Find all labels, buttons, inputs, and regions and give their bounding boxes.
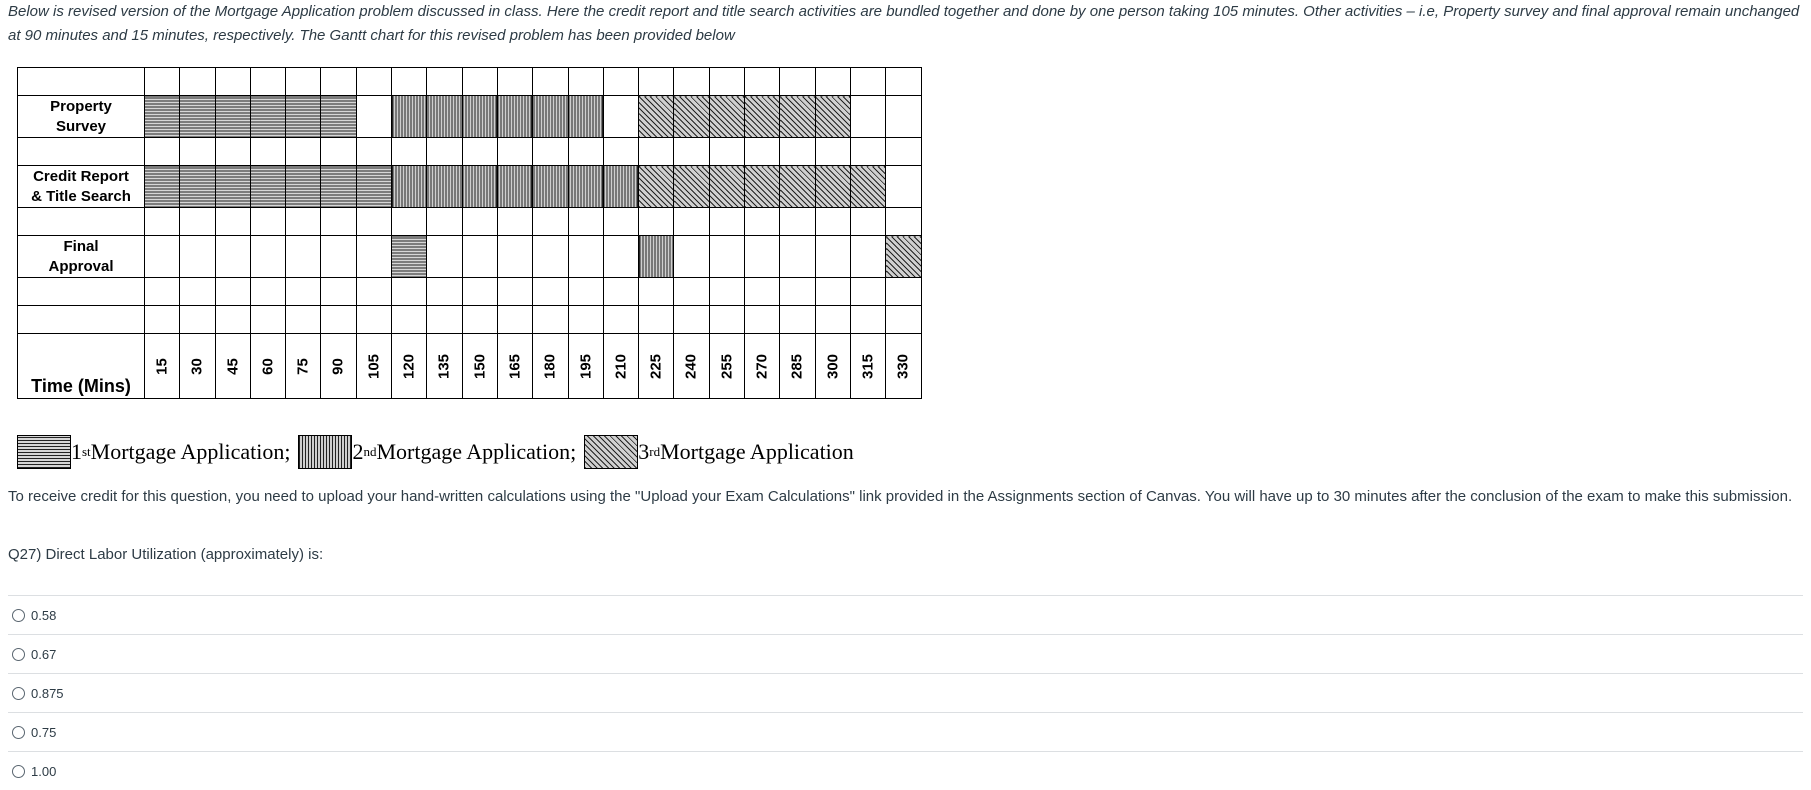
gantt-bar-segment [180,96,215,138]
gantt-bar-segment [250,166,285,208]
gantt-cell [427,236,462,278]
gantt-cell [674,306,709,334]
activity-label [18,166,145,208]
gantt-cell [356,208,391,236]
gantt-cell [286,236,321,278]
gantt-bar-segment [780,96,815,138]
radio-button[interactable] [12,726,25,739]
gantt-cell [533,138,568,166]
gantt-cell [815,208,850,236]
gantt-cell [745,306,780,334]
gantt-bar-segment [392,166,427,208]
gantt-activity-row [18,236,922,278]
x-tick-cell [427,334,462,399]
answer-label[interactable]: 0.75 [31,724,57,740]
gantt-activity-row [18,96,922,138]
gantt-cell [215,138,250,166]
gantt-cell [568,236,603,278]
gantt-cell [780,236,815,278]
x-tick-label: 165 [506,353,524,379]
gantt-cell [745,208,780,236]
gantt-cell [497,68,532,96]
gantt-cell [639,208,674,236]
activity-label-line: & Title Search [31,187,131,205]
gantt-cell [215,236,250,278]
gantt-bar-segment [145,96,180,138]
gantt-cell [497,138,532,166]
answer-options [8,595,1803,790]
gantt-cell [603,68,638,96]
answer-label[interactable]: 0.58 [31,607,57,623]
gantt-cell [886,278,921,306]
gantt-cell [815,138,850,166]
legend-label-first: Mortgage Application; [90,439,291,464]
gantt-cell [497,236,532,278]
gantt-cell [674,138,709,166]
gantt-cell [250,68,285,96]
answer-label[interactable]: 0.875 [31,685,64,701]
gantt-spacer-row [18,68,922,96]
x-tick-cell [674,334,709,399]
gantt-cell [745,278,780,306]
gantt-bar-segment [250,96,285,138]
gantt-cell [321,236,356,278]
gantt-cell [568,278,603,306]
x-tick-label: 60 [259,357,277,375]
x-tick-cell [639,334,674,399]
legend-sup-first: st [82,444,91,459]
legend-num-second: 2 [352,439,364,464]
legend-label-second: Mortgage Application; [376,439,577,464]
activity-label-line: Credit Report [33,167,129,185]
gantt-cell [886,138,921,166]
gantt-cell [815,68,850,96]
gantt-cell [780,138,815,166]
x-tick-label: 225 [647,353,665,379]
gantt-bar-segment [886,236,921,278]
gantt-cell [639,138,674,166]
x-tick-cell [392,334,427,399]
gantt-cell [286,306,321,334]
x-tick-label: 270 [753,353,771,379]
gantt-cell [356,138,391,166]
x-tick-cell [356,334,391,399]
gantt-chart [17,67,922,399]
radio-button[interactable] [12,765,25,778]
gantt-cell [533,278,568,306]
gantt-cell [250,236,285,278]
gantt-cell [709,306,744,334]
gantt-cell [603,96,638,138]
gantt-cell [18,208,145,236]
gantt-cell [568,306,603,334]
gantt-cell [321,306,356,334]
gantt-spacer-row [18,138,922,166]
x-tick-label: 45 [224,357,242,375]
gantt-cell [18,138,145,166]
x-axis-label: Time (Mins) [18,334,145,399]
gantt-cell [356,278,391,306]
gantt-bar-segment [462,96,497,138]
gantt-cell [180,278,215,306]
upload-instructions: To receive credit for this question, you need to upload your hand-written calculations using the "Upload your Exam Calculations" link provided in the Assignments section of Canvas. You will have up to 30 minutes after the conclusion of the exam to make this submission. [8,488,1793,505]
gantt-cell [145,306,180,334]
gantt-cell [180,68,215,96]
x-tick-label: 75 [294,357,312,375]
gantt-bar-segment [427,166,462,208]
gantt-cell [18,306,145,334]
x-tick-label: 300 [824,353,842,379]
legend-swatch-second [298,435,352,469]
gantt-cell [674,208,709,236]
gantt-cell [850,96,885,138]
x-tick-label: 135 [436,353,454,379]
gantt-cell [215,68,250,96]
gantt-cell [850,306,885,334]
chart-legend [17,434,854,470]
gantt-cell [321,138,356,166]
gantt-cell [145,208,180,236]
legend-num-third: 3 [638,439,650,464]
gantt-bar-segment [780,166,815,208]
x-tick-cell [533,334,568,399]
activity-label-line: Final [63,237,99,255]
gantt-time-axis [18,334,922,399]
gantt-cell [18,68,145,96]
gantt-bar-segment [568,166,603,208]
gantt-bar-segment [286,166,321,208]
gantt-cell [533,208,568,236]
gantt-cell [533,306,568,334]
gantt-cell [427,278,462,306]
gantt-cell [286,138,321,166]
gantt-bar-segment [815,166,850,208]
x-tick-cell [215,334,250,399]
x-tick-label: 210 [612,353,630,379]
gantt-cell [886,166,921,208]
gantt-cell [568,208,603,236]
activity-label [18,96,145,138]
legend-swatch-first [17,435,71,469]
gantt-cell [850,68,885,96]
gantt-bar-segment [286,96,321,138]
gantt-cell [427,138,462,166]
x-tick-label: 315 [859,353,877,379]
gantt-cell [356,236,391,278]
legend-sup-third: rd [649,444,661,459]
question-intro: Below is revised version of the Mortgage Application problem discussed in class. Here the credit report and title search activities are bundled together and done by one person taking 105 minutes. Other activities – i.e, Property survey and final approval remain unchanged at 90 minutes and 15 minutes, respectively. The Gantt chart for this revised problem has been provided below [8,3,1800,44]
x-tick-cell [497,334,532,399]
x-tick-cell [709,334,744,399]
gantt-cell [815,278,850,306]
gantt-spacer-row [18,278,922,306]
answer-label[interactable]: 0.67 [31,646,57,662]
gantt-cell [356,68,391,96]
gantt-bar-segment [639,236,674,278]
radio-button[interactable] [12,648,25,661]
x-tick-label: 30 [188,357,206,375]
gantt-cell [215,306,250,334]
gantt-cell [603,278,638,306]
gantt-cell [780,208,815,236]
gantt-cell [462,278,497,306]
gantt-cell [639,278,674,306]
gantt-bar-segment [321,96,356,138]
x-tick-cell [745,334,780,399]
gantt-bar-segment [639,96,674,138]
gantt-cell [286,68,321,96]
gantt-cell [674,278,709,306]
gantt-bar-segment [674,166,709,208]
gantt-cell [180,236,215,278]
gantt-cell [568,68,603,96]
x-tick-cell [780,334,815,399]
gantt-cell [180,208,215,236]
gantt-cell [533,236,568,278]
gantt-cell [250,306,285,334]
gantt-cell [392,138,427,166]
x-tick-label: 180 [541,353,559,379]
gantt-cell [427,306,462,334]
activity-label-line: Approval [48,257,114,275]
gantt-cell [462,68,497,96]
x-tick-cell [815,334,850,399]
gantt-cell [250,208,285,236]
x-tick-cell [321,334,356,399]
gantt-cell [709,236,744,278]
gantt-bar-segment [674,96,709,138]
gantt-cell [392,68,427,96]
gantt-cell [462,306,497,334]
gantt-bar-segment [745,96,780,138]
gantt-bar-segment [639,166,674,208]
gantt-cell [568,138,603,166]
gantt-cell [427,208,462,236]
x-tick-label: 240 [683,353,701,379]
gantt-spacer-row [18,208,922,236]
gantt-cell [850,208,885,236]
gantt-bar-segment [356,166,391,208]
gantt-cell [639,68,674,96]
gantt-bar-segment [533,166,568,208]
gantt-bar-segment [568,96,603,138]
gantt-cell [356,306,391,334]
gantt-cell [250,278,285,306]
gantt-table [17,67,922,399]
gantt-cell [709,208,744,236]
question-text: Q27) Direct Labor Utilization (approximately) is: [8,546,324,563]
gantt-cell [780,68,815,96]
gantt-cell [850,278,885,306]
gantt-cell [215,278,250,306]
gantt-cell [533,68,568,96]
gantt-cell [780,306,815,334]
gantt-cell [603,306,638,334]
gantt-cell [497,278,532,306]
gantt-cell [709,138,744,166]
gantt-cell [180,306,215,334]
gantt-cell [709,278,744,306]
activity-label-line: Survey [55,117,107,135]
x-tick-label: 285 [788,353,806,379]
gantt-cell [497,306,532,334]
gantt-bar-segment [180,166,215,208]
gantt-bar-segment [709,96,744,138]
gantt-cell [250,138,285,166]
gantt-cell [356,96,391,138]
x-tick-cell [850,334,885,399]
legend-sup-second: nd [363,444,377,459]
gantt-cell [886,208,921,236]
x-tick-label: 150 [471,353,489,379]
answer-option[interactable] [8,712,1803,751]
gantt-cell [745,138,780,166]
x-tick-label: 330 [894,353,912,379]
gantt-cell [145,138,180,166]
x-tick-label: 90 [330,357,348,375]
answer-label[interactable]: 1.00 [31,763,57,779]
gantt-cell [286,278,321,306]
gantt-cell [392,278,427,306]
legend-swatch-third [584,435,638,469]
gantt-cell [18,278,145,306]
x-tick-cell [286,334,321,399]
radio-button[interactable] [12,609,25,622]
gantt-bar-segment [392,96,427,138]
gantt-cell [815,306,850,334]
gantt-bar-segment [815,96,850,138]
gantt-cell [497,208,532,236]
gantt-bar-segment [215,96,250,138]
gantt-bar-segment [745,166,780,208]
gantt-cell [392,306,427,334]
gantt-cell [392,208,427,236]
x-tick-label: 15 [153,357,171,375]
activity-label-line: Property [50,97,112,115]
x-tick-label: 105 [365,353,383,379]
gantt-cell [850,236,885,278]
gantt-bar-segment [533,96,568,138]
x-tick-cell [180,334,215,399]
gantt-cell [603,208,638,236]
x-tick-cell [250,334,285,399]
gantt-cell [603,138,638,166]
gantt-cell [462,138,497,166]
answer-option[interactable] [8,595,1803,634]
gantt-bar-segment [215,166,250,208]
gantt-cell [674,236,709,278]
activity-label [18,236,145,278]
gantt-cell [145,68,180,96]
gantt-bar-segment [850,166,885,208]
gantt-cell [145,278,180,306]
gantt-cell [215,208,250,236]
x-tick-cell [568,334,603,399]
gantt-bar-segment [709,166,744,208]
gantt-cell [674,68,709,96]
x-tick-label: 195 [577,353,595,379]
x-tick-cell [603,334,638,399]
gantt-cell [180,138,215,166]
gantt-bar-segment [392,236,427,278]
gantt-cell [745,236,780,278]
x-tick-label: 120 [400,353,418,379]
gantt-cell [886,96,921,138]
gantt-cell [815,236,850,278]
legend-num-first: 1 [71,439,82,464]
gantt-bar-segment [145,166,180,208]
gantt-bar-segment [427,96,462,138]
gantt-bar-segment [603,166,638,208]
gantt-cell [603,236,638,278]
x-tick-label: 255 [718,353,736,379]
gantt-cell [462,208,497,236]
gantt-cell [145,236,180,278]
answer-option[interactable] [8,634,1803,673]
gantt-bar-segment [321,166,356,208]
x-tick-cell [145,334,180,399]
gantt-bar-segment [462,166,497,208]
gantt-cell [886,68,921,96]
gantt-bar-segment [497,166,532,208]
x-tick-cell [886,334,921,399]
gantt-cell [321,208,356,236]
x-tick-cell [462,334,497,399]
gantt-spacer-row [18,306,922,334]
gantt-cell [850,138,885,166]
gantt-cell [639,306,674,334]
answer-option[interactable] [8,673,1803,712]
answer-option[interactable] [8,751,1803,790]
legend-label-third: Mortgage Application [660,439,854,464]
gantt-cell [780,278,815,306]
gantt-activity-row [18,166,922,208]
gantt-cell [427,68,462,96]
gantt-cell [286,208,321,236]
gantt-bar-segment [497,96,532,138]
gantt-cell [462,236,497,278]
gantt-cell [745,68,780,96]
gantt-cell [709,68,744,96]
gantt-cell [886,306,921,334]
radio-button[interactable] [12,687,25,700]
gantt-cell [321,68,356,96]
gantt-cell [321,278,356,306]
